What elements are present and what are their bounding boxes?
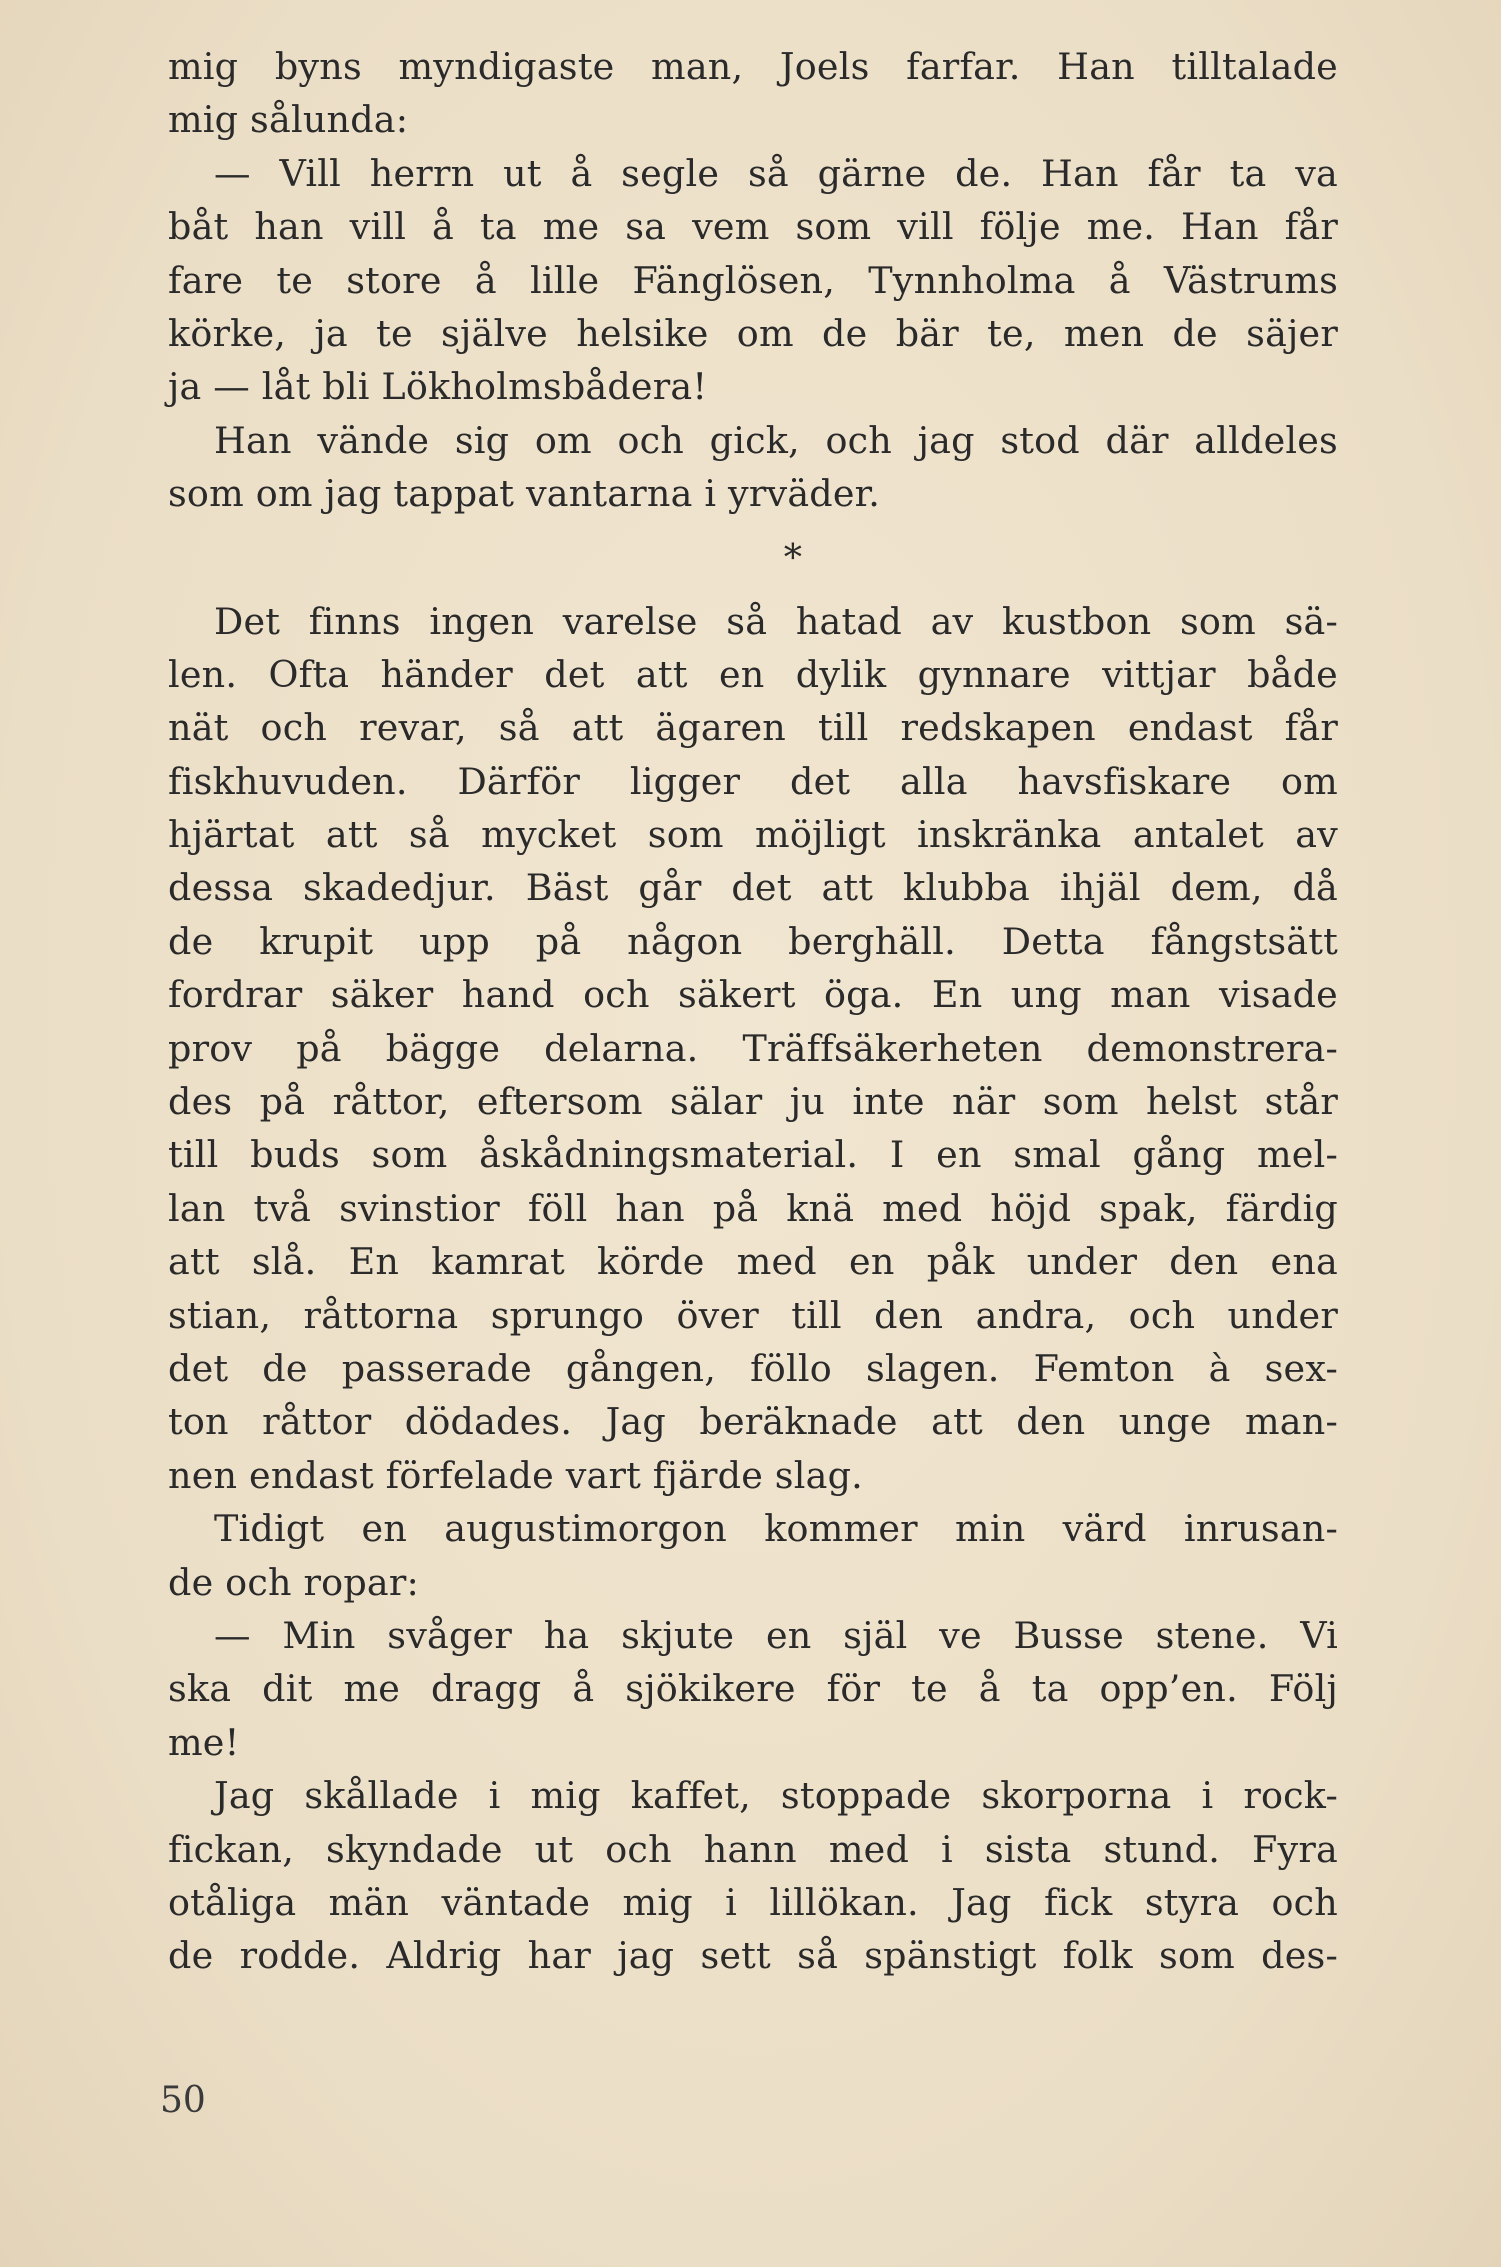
- text-line: mig sålunda:: [168, 98, 409, 142]
- section-break-asterisk: *: [783, 535, 803, 579]
- text-line: — Vill herrn ut å segle så gärne de. Han får ta va: [214, 151, 1338, 195]
- text-line: otåliga män väntade mig i lillökan. Jag fick styra och: [168, 1880, 1338, 1924]
- text-line: hjärtat att så mycket som möjligt inskränka antalet av: [168, 813, 1338, 857]
- text-line: nen endast förfelade vart fjärde slag.: [168, 1453, 863, 1497]
- text-line: att slå. En kamrat körde med en påk under den ena: [168, 1240, 1338, 1284]
- text-line: dessa skadedjur. Bäst går det att klubba ihjäl dem, då: [168, 866, 1338, 910]
- text-line: fickan, skyndade ut och hann med i sista stund. Fyra: [168, 1827, 1338, 1871]
- text-line: mig byns myndigaste man, Joels farfar. Han tilltalade: [168, 45, 1338, 88]
- text-line: stian, råttorna sprungo över till den andra, och under: [168, 1293, 1338, 1337]
- text-line: Jag skållade i mig kaffet, stoppade skorporna i rock-: [214, 1774, 1338, 1818]
- text-line: ska dit me dragg å sjökikere för te å ta opp’en. Följ: [168, 1667, 1338, 1711]
- text-line: som om jag tappat vantarna i yrväder.: [168, 472, 881, 516]
- text-line: prov på bägge delarna. Träffsäkerheten demonstrera-: [168, 1026, 1338, 1070]
- text-line: båt han vill å ta me sa vem som vill följe me. Han får: [168, 205, 1338, 249]
- text-line: fiskhuvuden. Därför ligger det alla havsfiskare om: [168, 759, 1338, 803]
- text-line: Tidigt en augustimorgon kommer min värd inrusan-: [214, 1507, 1338, 1551]
- text-line: des på råttor, eftersom sälar ju inte när som helst står: [168, 1080, 1338, 1124]
- text-line: körke, ja te själve helsike om de bär te, men de säjer: [168, 311, 1338, 355]
- text-line: Det finns ingen varelse så hatad av kustbon som sä-: [214, 599, 1338, 643]
- text-line: len. Ofta händer det att en dylik gynnare vittjar både: [168, 652, 1338, 696]
- text-line: ja — låt bli Lökholmsbådera!: [168, 365, 708, 409]
- text-line: de rodde. Aldrig har jag sett så spänstigt folk som des-: [168, 1934, 1338, 1978]
- body-text: [168, 40, 1338, 1983]
- text-line: de krupit upp på någon berghäll. Detta fångstsätt: [168, 919, 1338, 963]
- text-line: fordrar säker hand och säkert öga. En ung man visade: [168, 973, 1338, 1017]
- text-line: Han vände sig om och gick, och jag stod där alldeles: [214, 418, 1338, 462]
- text-line: de och ropar:: [168, 1560, 419, 1604]
- text-line: fare te store å lille Fänglösen, Tynnholma å Västrums: [168, 258, 1338, 302]
- text-line: lan två svinstior föll han på knä med höjd spak, färdig: [168, 1186, 1338, 1230]
- text-line: ton råttor dödades. Jag beräknade att den unge man-: [168, 1400, 1338, 1444]
- text-line: det de passerade gången, föllo slagen. Femton à sex-: [168, 1346, 1338, 1390]
- page-number: 50: [160, 2080, 206, 2121]
- text-line: till buds som åskådningsmaterial. I en smal gång mel-: [168, 1133, 1338, 1177]
- text-line: — Min svåger ha skjute en själ ve Busse stene. Vi: [214, 1613, 1338, 1657]
- text-line: me!: [168, 1720, 240, 1764]
- text-line: nät och revar, så att ägaren till redskapen endast får: [168, 706, 1338, 750]
